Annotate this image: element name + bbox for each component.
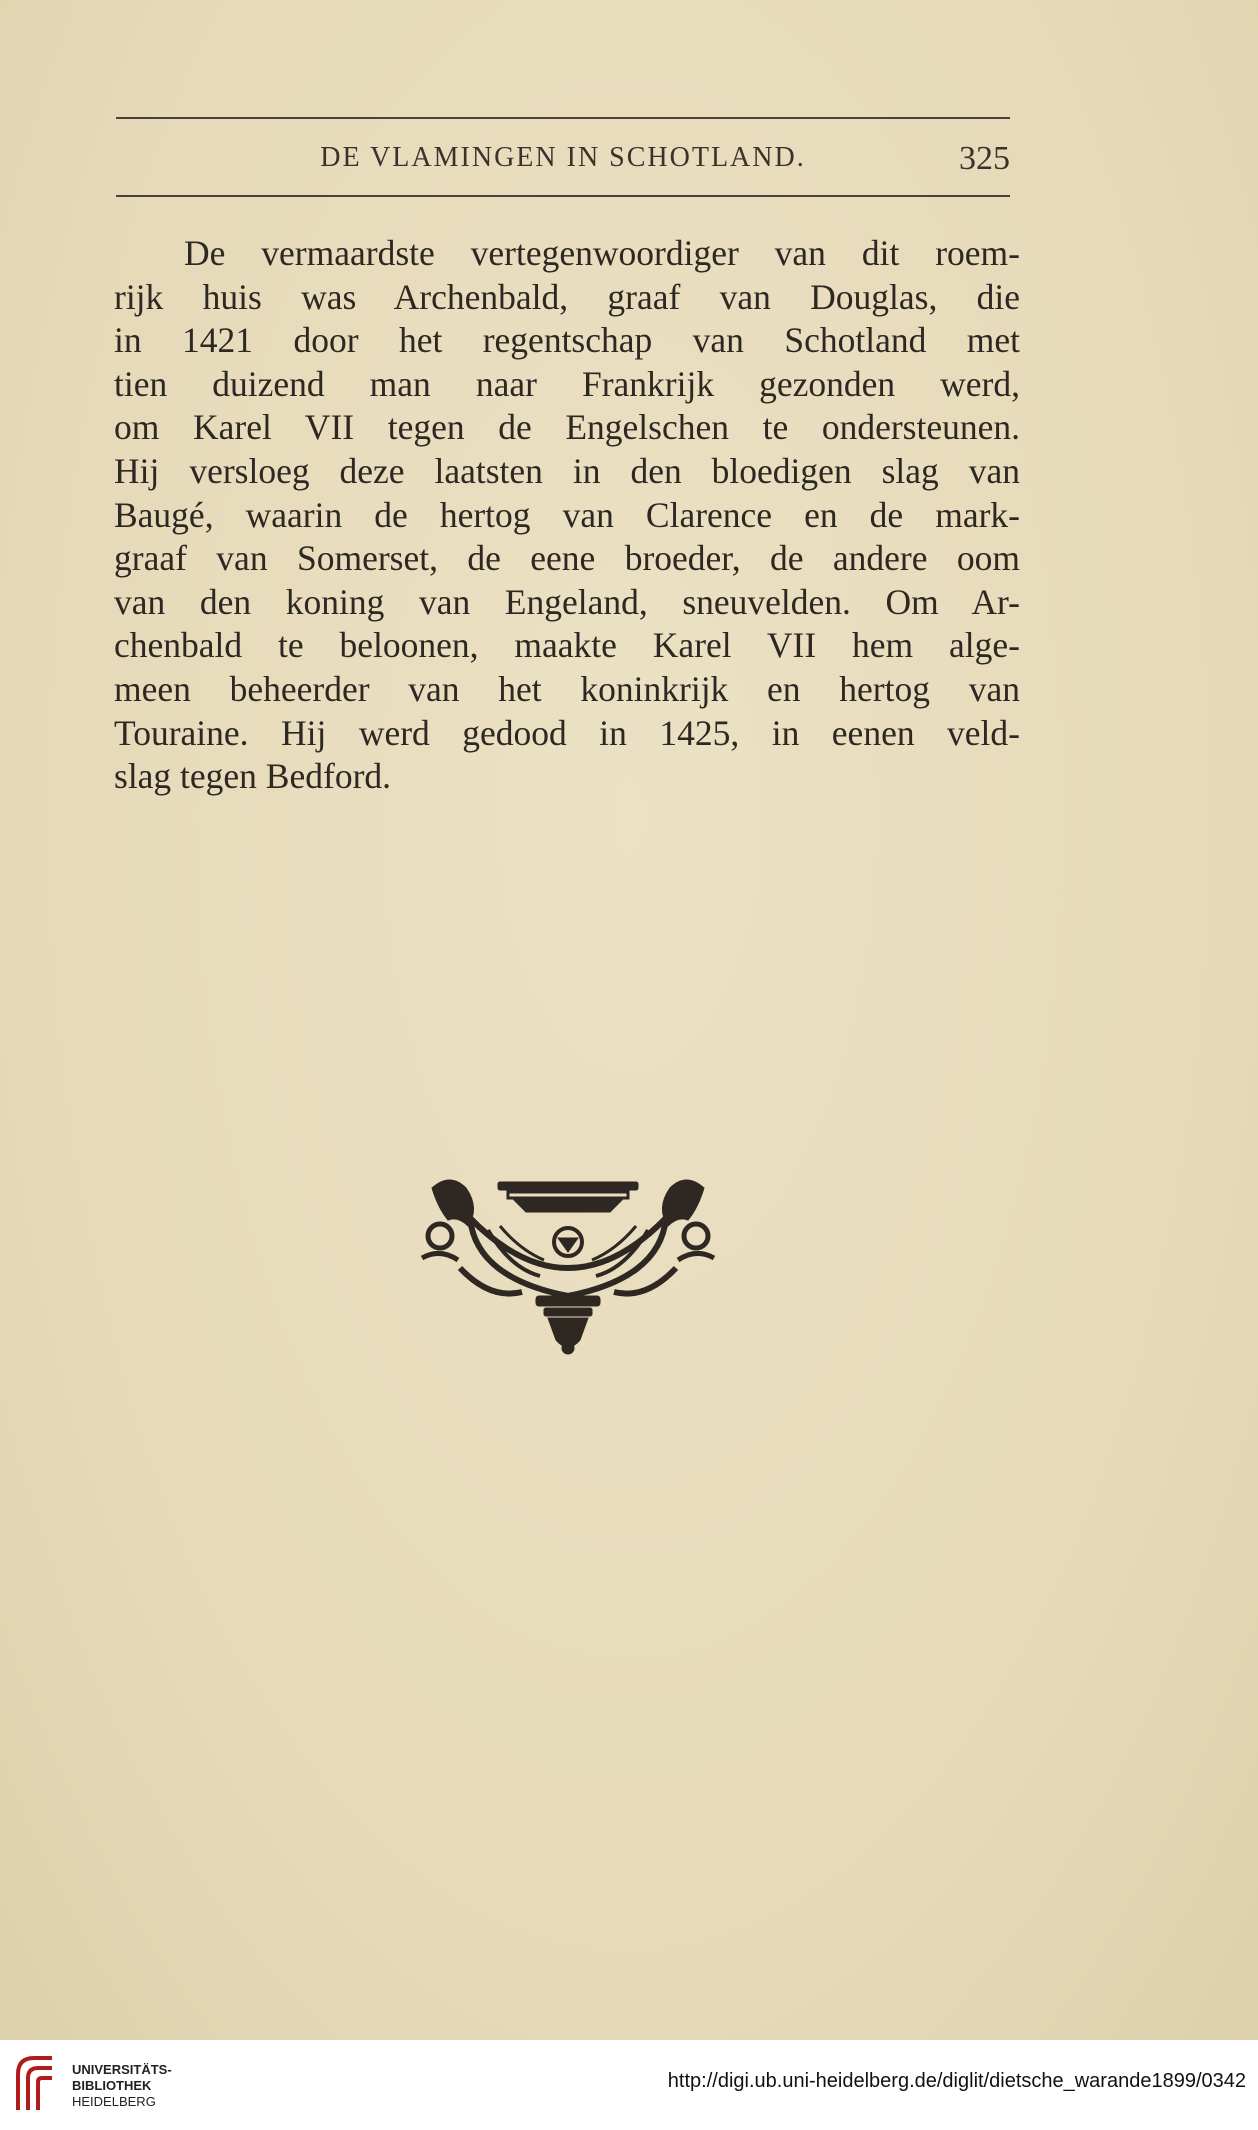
library-name-line: HEIDELBERG xyxy=(72,2094,156,2109)
page-number: 325 xyxy=(959,140,1010,177)
text-line: rijk huis was Archenbald, graaf van Douglas, die xyxy=(114,276,1020,317)
library-name-line: UNIVERSITÄTS- xyxy=(72,2062,172,2077)
header-rule-top xyxy=(116,117,1010,119)
text-line: tien duizend man naar Frankrijk gezonden werd, xyxy=(114,363,1020,404)
text-line: Baugé, waarin de hertog van Clarence en de mark- xyxy=(114,494,1020,535)
text-line: slag tegen Bedford. xyxy=(114,756,392,797)
source-url[interactable]: http://digi.ub.uni-heidelberg.de/diglit/dietsche_warande1899/0342 xyxy=(667,2070,1246,2092)
tailpiece-ornament-icon xyxy=(410,1168,726,1358)
text-line: van den koning van Engeland, sneuvelden. Om Ar- xyxy=(114,581,1020,622)
text-line: in 1421 door het regentschap van Schotland met xyxy=(114,320,1020,361)
library-logo-icon xyxy=(12,2050,58,2116)
library-name-line: BIBLIOTHEK xyxy=(72,2078,152,2093)
text-line: om Karel VII tegen de Engelschen te ondersteunen. xyxy=(114,407,1020,448)
library-name xyxy=(72,2062,172,2110)
body-paragraph xyxy=(114,232,1020,799)
header-rule-bottom xyxy=(116,195,1010,197)
text-line: Hij versloeg deze laatsten in den bloedigen slag van xyxy=(114,450,1020,491)
running-title: DE VLAMINGEN IN SCHOTLAND. xyxy=(320,142,806,173)
text-line: meen beheerder van het koninkrijk en hertog van xyxy=(114,668,1020,709)
footer-bar xyxy=(0,2040,1258,2130)
text-line: chenbald te beloonen, maakte Karel VII hem alge- xyxy=(114,625,1020,666)
text-line: Touraine. Hij werd gedood in 1425, in eenen veld- xyxy=(114,712,1020,753)
text-line: De vermaardste vertegenwoordiger van dit roem- xyxy=(184,233,1020,273)
running-head xyxy=(116,136,1010,182)
text-line: graaf van Somerset, de eene broeder, de andere oom xyxy=(114,538,1020,579)
